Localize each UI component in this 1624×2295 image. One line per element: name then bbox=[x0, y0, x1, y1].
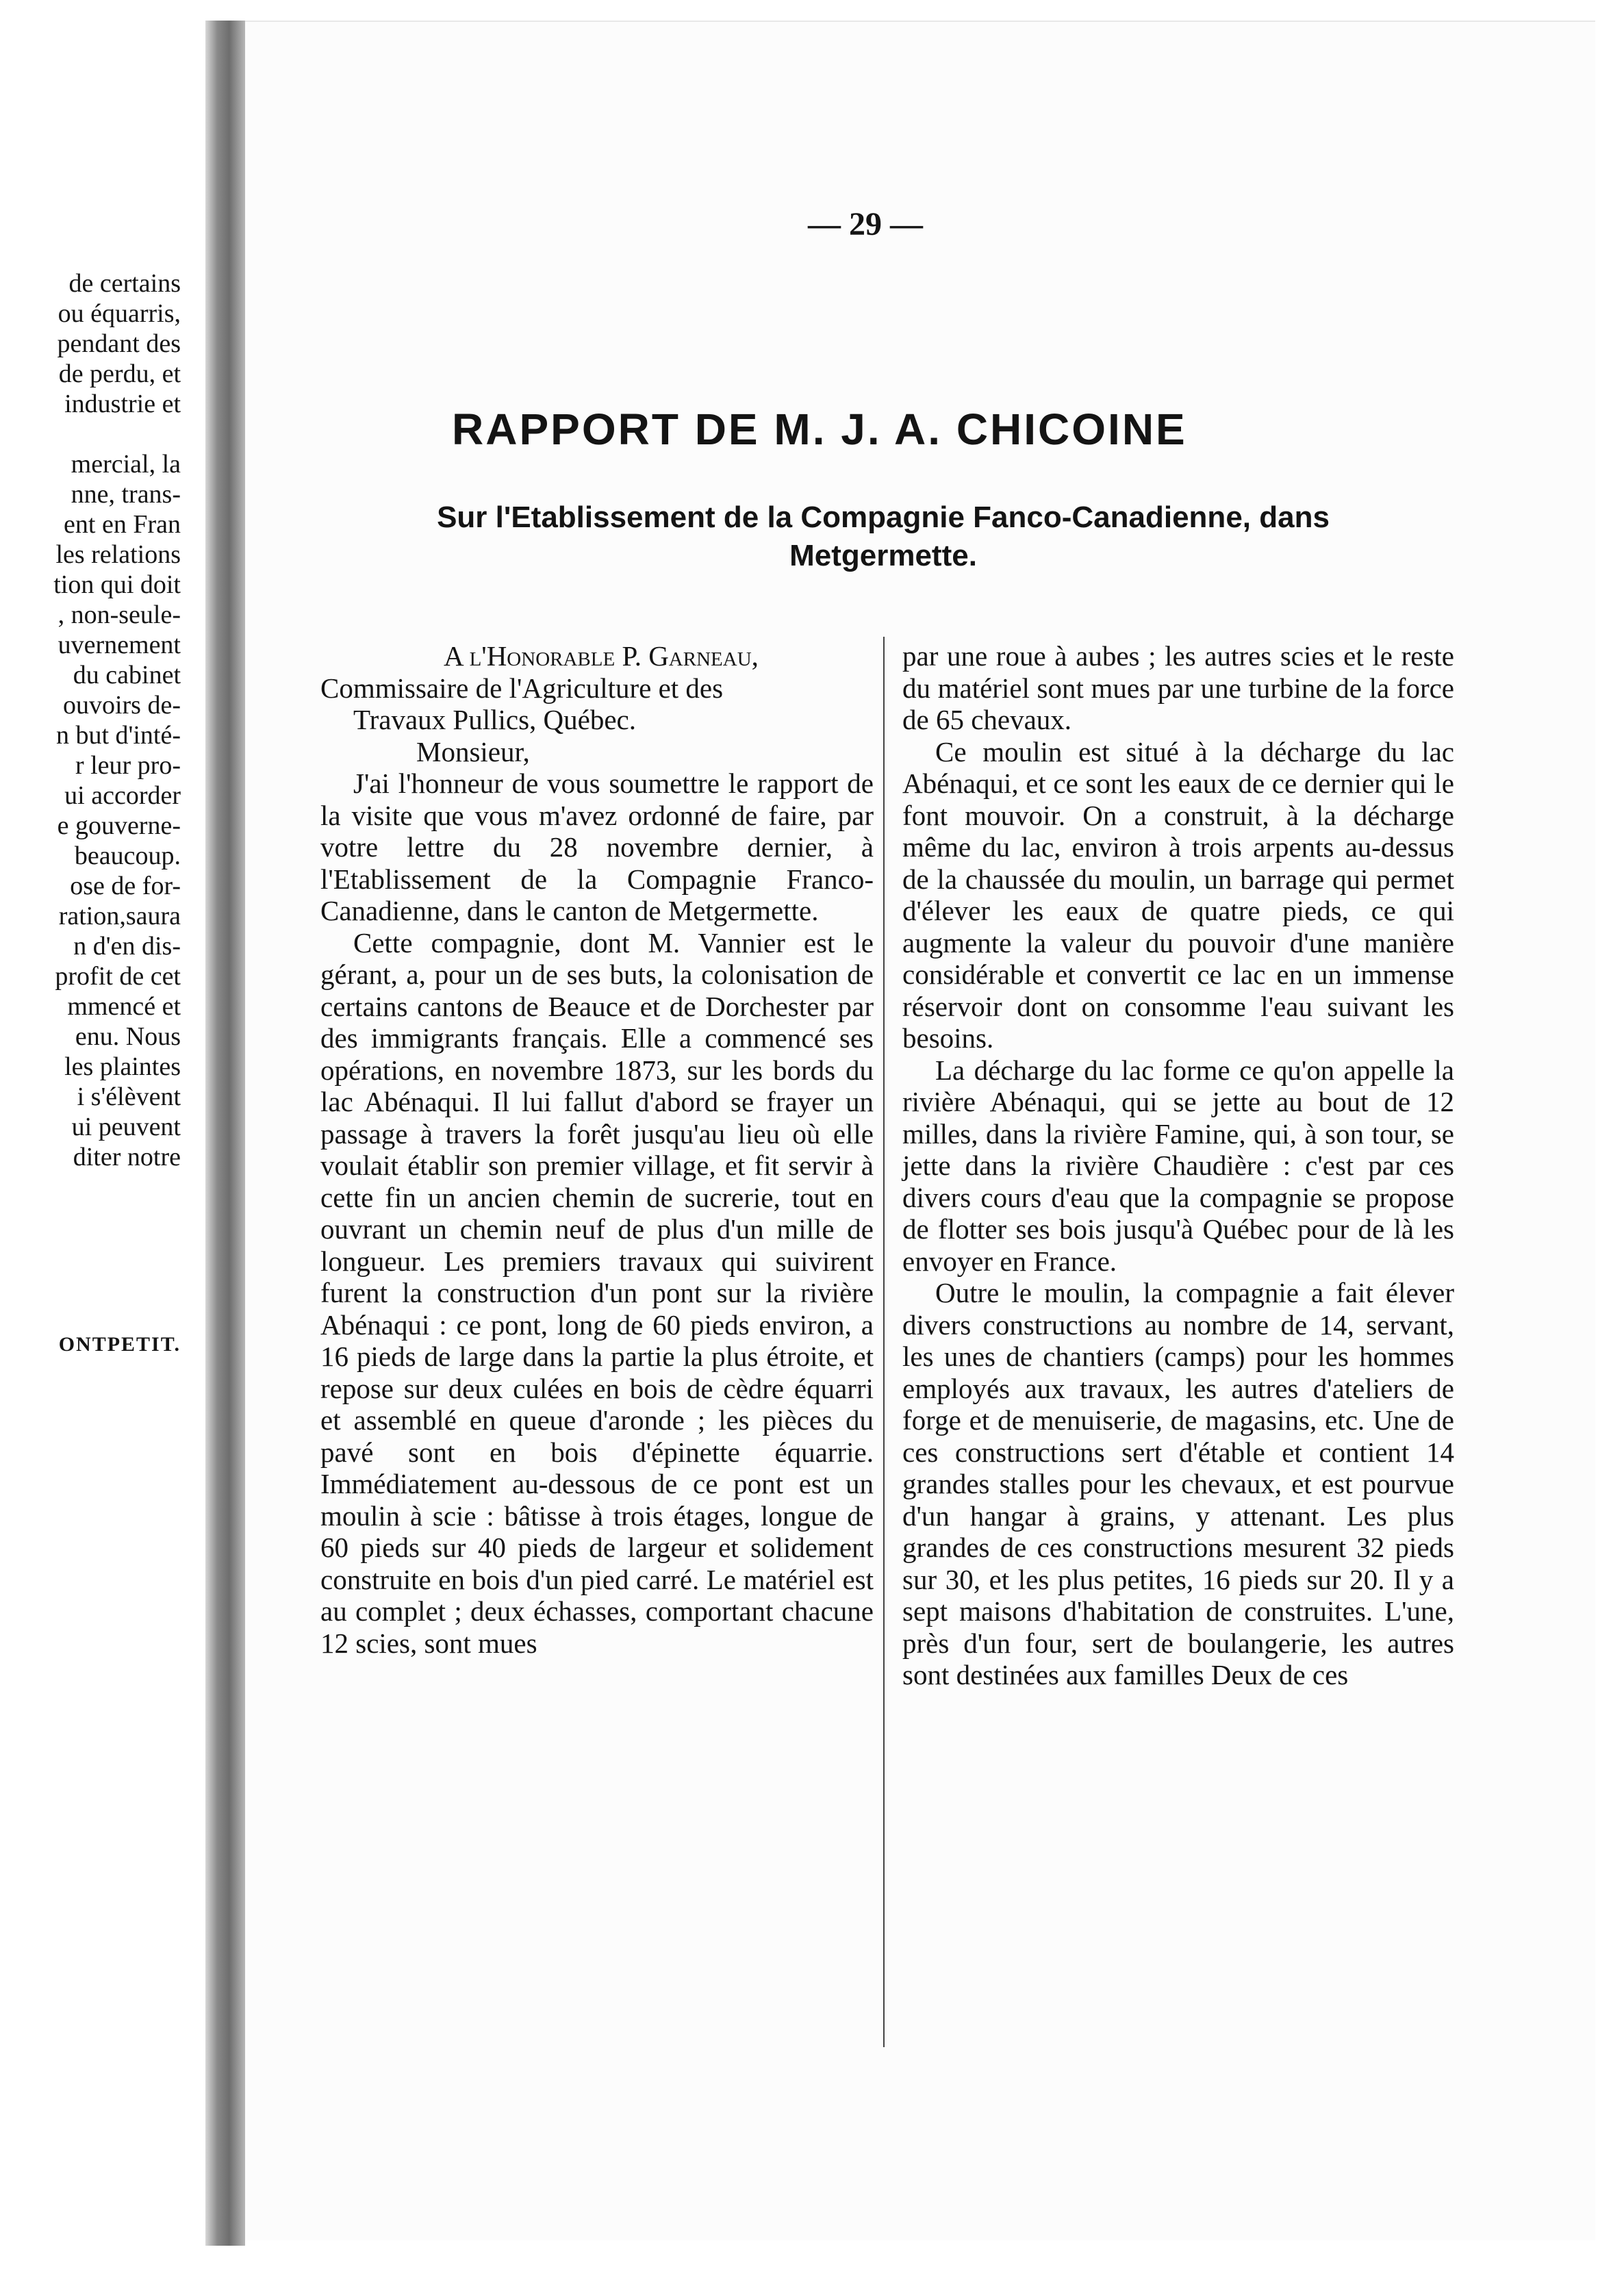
addressee: A l'Honorable P. Garneau, bbox=[444, 640, 759, 672]
salutation: Monsieur, bbox=[416, 735, 530, 768]
paragraph: Ce moulin est situé à la décharge du lac Abénaqui, et ce sont les eaux de ce dernier qui le font mouvoir. On a construit, à la décharge même du lac, environ à trois arpents au-dessus de la chaussée du moulin, un barrage qui permet d'élever les eaux de quatre pieds, ce qui augmente la valeur du pouvoir d'une manière considérable et convertit ce lac en un immense réservoir dont on consomme l'eau suivant les besoins. bbox=[902, 735, 1454, 1054]
facing-page-text: de certains ou équarris, pendant des de perdu, et industrie et mercial, la nne, trans- ent en Fran les relations tion qui doit , non-seule- uvernement du cabinet ouvoirs de- n but d'inté- r leur pro- ui accorder e gouverne- beaucoup. ose de for- ration,saura n d'en dis- profit de cet mmencé et enu. Nous les plaintes i s'élèvent ui peuvent diter notre bbox=[53, 269, 181, 1171]
text-column-left bbox=[320, 640, 874, 1659]
paragraph: La décharge du lac forme ce qu'on appelle la rivière Abénaqui, qui se jette au bout de 12 milles, dans la rivière Famine, qui, à son tour, se jette dans la rivière Chaudière : c'est par ces divers cours d'eau que la compagnie se propose de flotter ses bois jusqu'à Québec pour de là les envoyer en France. bbox=[902, 1054, 1454, 1277]
paragraph: par une roue à aubes ; les autres scies et le reste du matériel sont mues par une turbine de la force de 65 chevaux. bbox=[902, 640, 1454, 735]
paragraph: Cette compagnie, dont M. Vannier est le gérant, a, pour un de ses buts, la colonisation de certains cantons de Beauce et de Dorchester par des immigrants français. Elle a commencé ses opérations, en novembre 1873, sur les bords du lac Abénaqui. Il lui fallut d'abord se frayer un passage à travers la forêt jusqu'au lieu où elle voulait établir son premier village, et fit servir à cette fin un ancien chemin de sucrerie, tout en ouvrant un chemin neuf de plus d'un mille de longueur. Les premiers travaux qui suivirent furent la construction d'un pont sur la rivière Abénaqui : ce pont, long de 60 pieds environ, a 16 pieds de large dans la partie la plus étroite, et repose sur deux culées en bois de cèdre équarri et assemblé en queue d'aronde ; les pièces du pavé sont en bois d'épinette équarrie. Immédiatement au-dessous de ce pont est un moulin à scie : bâtisse à trois étages, longue de 60 pieds sur 40 pieds de largeur et solidement construite en bois d'un pied carré. Le matériel est au complet ; deux échasses, comportant chacune 12 scies, sont mues bbox=[320, 926, 874, 1659]
addressee-title-1: Commissaire de l'Agriculture et des bbox=[320, 672, 724, 704]
report-subtitle: Sur l'Etablissement de la Compagnie Fanco-Canadienne, dans Metgermette. bbox=[437, 500, 1330, 572]
book-gutter bbox=[205, 21, 245, 2246]
column-divider bbox=[883, 637, 885, 2047]
paragraph: J'ai l'honneur de vous soumettre le rapport de la visite que vous m'avez ordonné de faire, par votre lettre du 28 novembre dernier, à l'Etablissement de la Compagnie Franco-Canadienne, dans le canton de Metgermette. bbox=[320, 768, 874, 926]
facing-page-signature: ONTPETIT. bbox=[58, 1333, 181, 1356]
page-number: — 29 — bbox=[808, 206, 923, 242]
addressee-title-2: Travaux Pullics, Québec. bbox=[353, 704, 636, 735]
facing-page-fragment bbox=[0, 0, 219, 2295]
text-column-right bbox=[902, 640, 1454, 1691]
report-title: RAPPORT DE M. J. A. CHICOINE bbox=[452, 405, 1187, 454]
paragraph: Outre le moulin, la compagnie a fait élever divers constructions au nombre de 14, servant, les unes de chantiers (camps) pour les hommes employés aux travaux, les autres d'ateliers de forge et de menuiserie, de magasins, etc. Une de ces constructions sert d'étable et contient 14 grandes stalles pour les chevaux, et est pourvue d'un hangar à grains, y attenant. Les plus grandes de ces constructions mesurent 32 pieds sur 30, et les plus petites, 16 pieds sur 20. Il y a sept maisons d'habitation de construites. L'une, près d'un four, sert de boulangerie, les autres sont destinées aux familles Deux de ces bbox=[902, 1277, 1454, 1690]
